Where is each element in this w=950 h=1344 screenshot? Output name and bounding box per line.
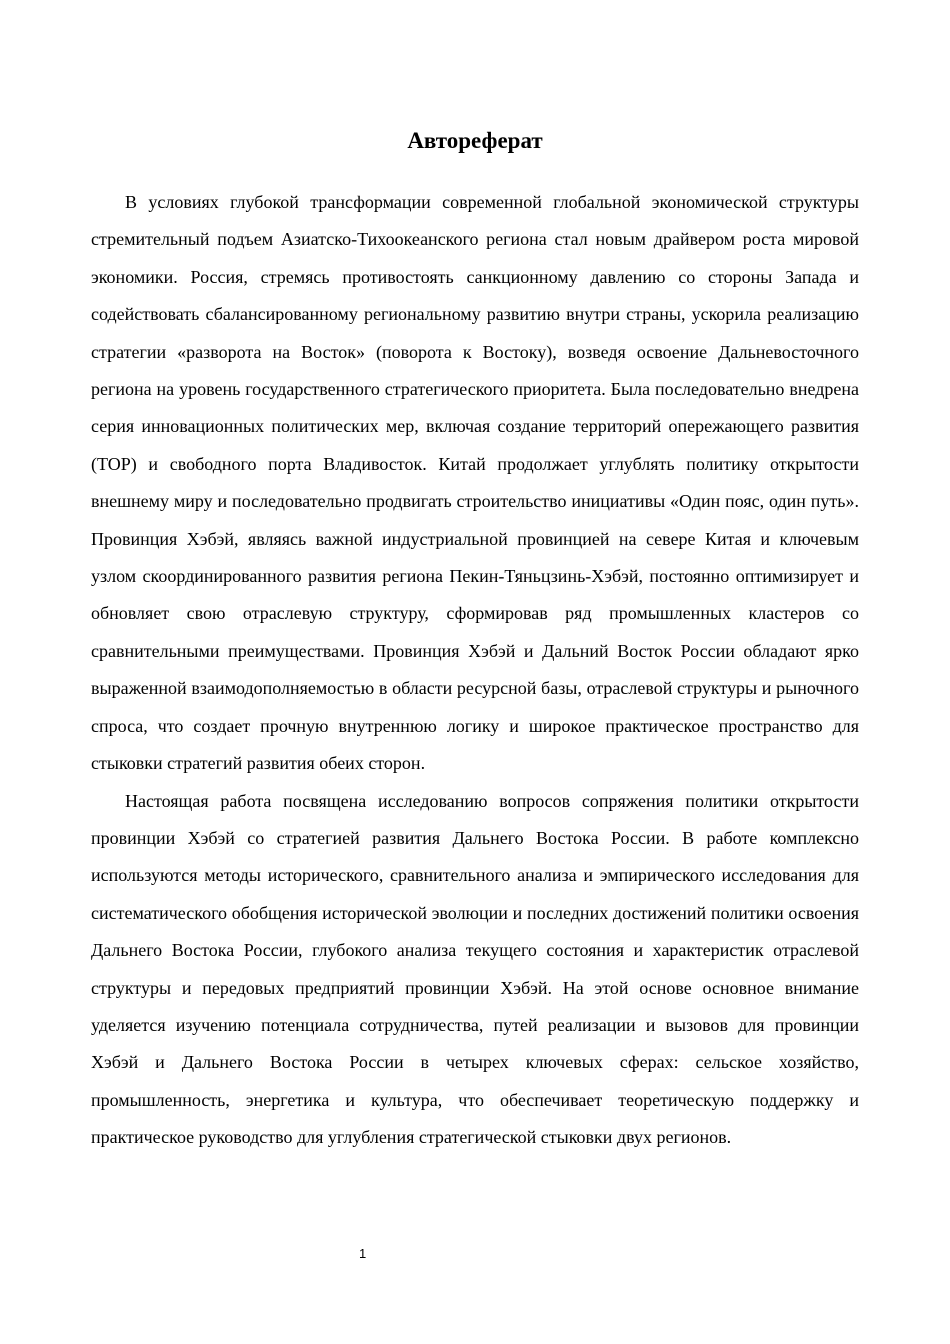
page-title: Автореферат (407, 128, 543, 153)
document-body (91, 184, 859, 1157)
paragraph-1: В условиях глубокой трансформации современной глобальной экономической структуры стремительный подъем Азиатско-Тихоокеанского региона стал новым драйвером роста мировой экономики. Россия, стремясь противостоять санкционному давлению со стороны Запада и содействовать сбалансированному региональному развитию внутри страны, ускорила реализацию стратегии «разворота на Восток» (поворота к Востоку), возведя освоение Дальневосточного региона на уровень государственного стратегического приоритета. Была последовательно внедрена серия инновационных политических мер, включая создание территорий опережающего развития (ТОР) и свободного порта Владивосток. Китай продолжает углублять политику открытости внешнему миру и последовательно продвигать строительство инициативы «Один пояс, один путь». Провинция Хэбэй, являясь важной индустриальной провинцией на севере Китая и ключевым узлом скоординированного развития региона Пекин-Тяньцзинь-Хэбэй, постоянно оптимизирует и обновляет свою отраслевую структуру, сформировав ряд промышленных кластеров со сравнительными преимуществами. Провинция Хэбэй и Дальний Восток России обладают ярко выраженной взаимодополняемостью в области ресурсной базы, отраслевой структуры и рыночного спроса, что создает прочную внутреннюю логику и широкое практическое пространство для стыковки стратегий развития обеих сторон. (91, 192, 859, 774)
paragraph-2: Настоящая работа посвящена исследованию вопросов сопряжения политики открытости провинции Хэбэй со стратегией развития Дальнего Востока России. В работе комплексно используются методы исторического, сравнительного анализа и эмпирического исследования для систематического обобщения исторической эволюции и последних достижений политики освоения Дальнего Востока России, глубокого анализа текущего состояния и характеристик отраслевой структуры и передовых предприятий провинции Хэбэй. На этой основе основное внимание уделяется изучению потенциала сотрудничества, путей реализации и вызовов для провинции Хэбэй и Дальнего Востока России в четырех ключевых сферах: сельское хозяйство, промышленность, энергетика и культура, что обеспечивает теоретическую поддержку и практическое руководство для углубления стратегической стыковки двух регионов. (91, 790, 859, 1148)
page-number: 1 (359, 1246, 367, 1261)
